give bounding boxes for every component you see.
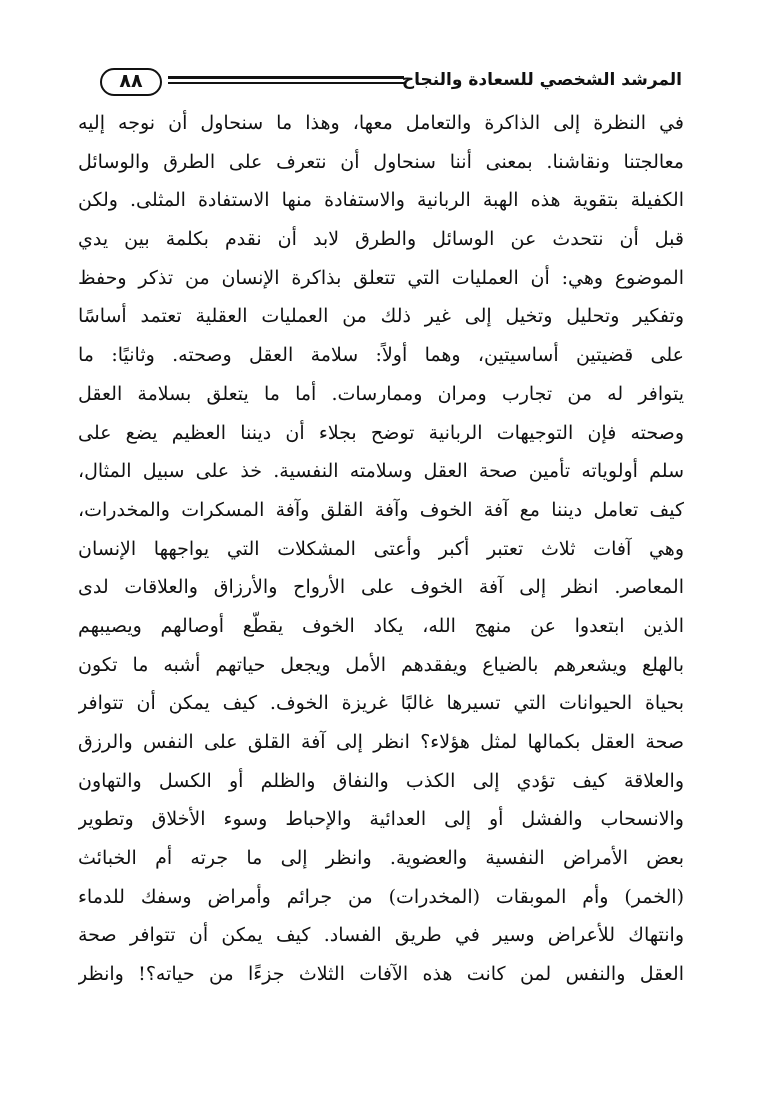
text-line: سلم أولوياته تأمين صحة العقل وسلامته النفسية. خذ على سبيل المثال، bbox=[78, 460, 684, 483]
text-line: والانسحاب والفشل أو إلى العدائية والإحباط وسوء الأخلاق وتطوير bbox=[78, 808, 684, 831]
text-line: (الخمر) وأم الموبقات (المخدرات) من جرائم وأمراض وسفك للدماء bbox=[78, 885, 684, 908]
text-line: في النظرة إلى الذاكرة والتعامل معها، وهذا ما سنحاول أن نوجه إليه bbox=[78, 112, 684, 134]
text-line: معالجتنا ونقاشنا. بمعنى أننا سنحاول أن نتعرف على الطرق والوسائل bbox=[78, 150, 684, 173]
text-line: الموضوع وهي: أن العمليات التي تتعلق بذاكرة الإنسان من تذكر وحفظ bbox=[78, 266, 684, 289]
text-line: كيف تعامل ديننا مع آفة الخوف وآفة القلق وآفة المسكرات والمخدرات، bbox=[78, 498, 684, 521]
text-line: وصحته فإن التوجيهات الربانية توضح بجلاء أن ديننا العظيم يضع على bbox=[78, 421, 684, 444]
text-line: يتوافر له من تجارب ومران وممارسات. أما ما يتعلق بسلامة العقل bbox=[78, 382, 684, 405]
header-rule-thick bbox=[168, 76, 404, 79]
text-line: وتفكير وتحليل وتخيل إلى غير ذلك من العمليات العقلية تعتمد أساسًا bbox=[78, 305, 684, 328]
page-header bbox=[60, 64, 680, 102]
text-line: المعاصر. انظر إلى آفة الخوف على الأرواح والأرزاق والعلاقات لدى bbox=[78, 576, 684, 599]
text-line: الذين ابتعدوا عن منهج الله، يكاد الخوف يقطّع أوصالهم ويصيبهم bbox=[78, 614, 684, 637]
running-title: المرشد الشخصي للسعادة والنجاح bbox=[401, 70, 682, 90]
text-line: وهي آفات ثلاث تعتبر أكبر وأعتى المشكلات التي يواجهها الإنسان bbox=[78, 537, 684, 560]
text-line: بحياة الحيوانات التي تسيرها غالبًا غريزة الخوف. كيف يمكن أن تتوافر bbox=[78, 692, 684, 715]
header-rule-thin bbox=[168, 82, 404, 84]
text-line: قبل أن نتحدث عن الوسائل والطرق لابد أن نقدم بكلمة بين يدي bbox=[78, 228, 684, 251]
text-line: بعض الأمراض النفسية والعضوية. وانظر إلى ما جرته أم الخبائث bbox=[78, 847, 684, 870]
text-line: صحة العقل بكمالها لمثل هؤلاء؟ انظر إلى آفة القلق على النفس والرزق bbox=[78, 731, 684, 753]
header-rule bbox=[168, 76, 404, 86]
body-text bbox=[78, 104, 684, 994]
text-line: على قضيتين أساسيتين، وهما أولاً: سلامة العقل وصحته. وثانيًا: ما bbox=[78, 344, 684, 367]
text-line: والعلاقة كيف تؤدي إلى الكذب والنفاق والظلم أو الكسل والتهاون bbox=[78, 769, 684, 792]
page-number: ٨٨ bbox=[100, 68, 162, 96]
text-line: الكفيلة بتقوية هذه الهبة الربانية والاستفادة منها الاستفادة المثلى. ولكن bbox=[78, 189, 684, 212]
text-line: بالهلع ويشعرهم بالضياع ويفقدهم الأمل ويجعل حياتهم أشبه ما تكون bbox=[78, 653, 684, 676]
text-line: وانتهاك للأعراض وسير في طريق الفساد. كيف يمكن أن تتوافر صحة bbox=[78, 924, 684, 947]
text-line: العقل والنفس لمن كانت هذه الآفات الثلاث جزءًا من حياته؟! وانظر bbox=[78, 963, 684, 986]
